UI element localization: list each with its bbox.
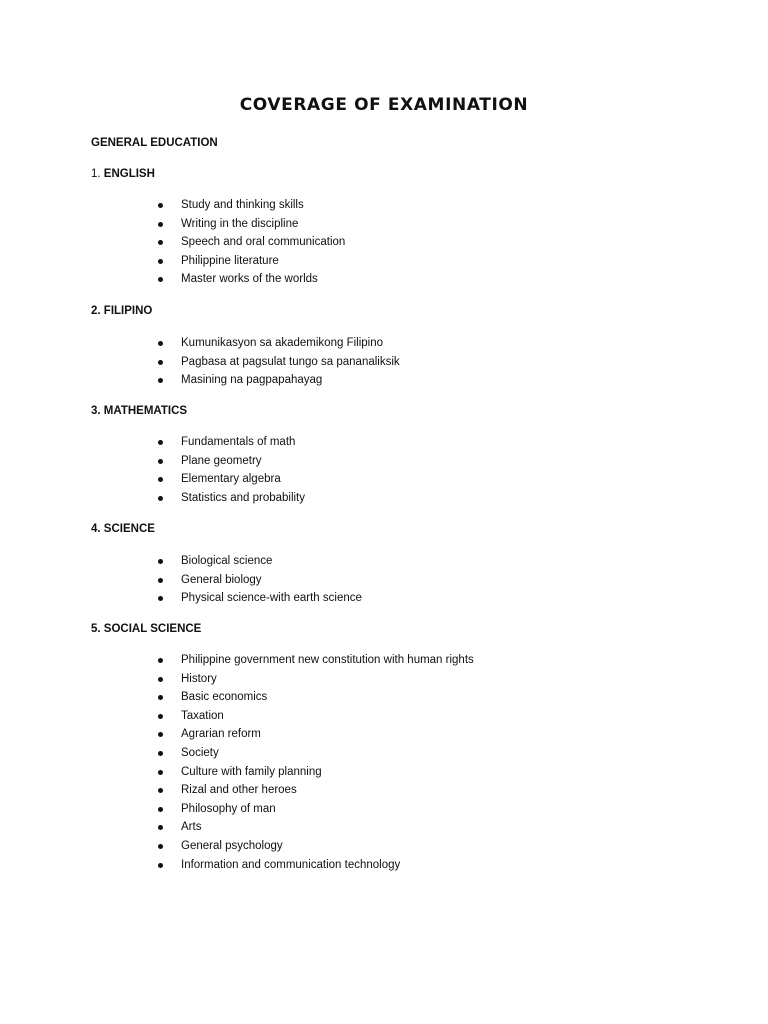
section-number: 5.	[91, 623, 101, 635]
bullet-icon	[158, 658, 163, 663]
bullet-icon	[158, 770, 163, 775]
bullet-icon	[158, 596, 163, 601]
bullet-icon	[158, 559, 163, 564]
page-title: COVERAGE OF EXAMINATION	[239, 95, 529, 115]
bullet-icon	[158, 477, 163, 482]
section-heading-filipino	[91, 305, 152, 317]
document-page: COVERAGE OF EXAMINATION GENERAL EDUCATION 1. ENGLISH Study and thinking skills Writing in the discipline Speech and oral communication Philippine literature Master works of the worlds 2. FILIPINO Kumunikasyon sa akademikong Filipino Pagbasa at pagsulat tungo sa pananaliksik Masining na pagpapahayag 3. MATHEMATICS Fundamentals of math Plane geometry Elementary algebra Statistics and probability 4. SCIENCE Biological science General biology Physical science-with earth science 5. SOCIAL SCIENCE Philippine government new constitution with human rights History Basic economics Taxation Agrarian reform Society Culture with family planning Rizal and other heroes Philosophy of man Arts General psychology Information and communication technology	[0, 0, 768, 1024]
section-name: MATHEMATICS	[103, 405, 188, 417]
bullet-icon	[158, 222, 163, 227]
bullet-icon	[158, 788, 163, 793]
section-heading-science	[91, 523, 155, 535]
section-heading-mathematics	[91, 405, 187, 417]
bullet-icon	[158, 714, 163, 719]
bullet-icon	[158, 259, 163, 264]
section-number: 1.	[91, 168, 101, 180]
section-number: 3.	[91, 405, 101, 417]
bullet-icon	[158, 807, 163, 812]
section-name: SCIENCE	[103, 523, 155, 535]
bullet-icon	[158, 496, 163, 501]
section-name: SOCIAL SCIENCE	[103, 623, 202, 635]
section-name: ENGLISH	[103, 168, 155, 180]
bullet-icon	[158, 695, 163, 700]
section-number: 2.	[91, 305, 101, 317]
bullet-icon	[158, 203, 163, 208]
bullet-icon	[158, 341, 163, 346]
bullet-icon	[158, 844, 163, 849]
section-number: 4.	[91, 523, 101, 535]
bullet-icon	[158, 360, 163, 365]
bullet-icon	[158, 825, 163, 830]
bullet-icon	[158, 277, 163, 282]
bullet-icon	[158, 751, 163, 756]
section-name: FILIPINO	[103, 305, 153, 317]
bullet-icon	[158, 863, 163, 868]
bullet-icon	[158, 378, 163, 383]
bullet-icon	[158, 578, 163, 583]
bullet-icon	[158, 440, 163, 445]
bullet-icon	[158, 240, 163, 245]
bullet-icon	[158, 459, 163, 464]
section-heading-english	[91, 168, 155, 180]
bullet-icon	[158, 677, 163, 682]
section-heading-social-science	[91, 623, 201, 635]
general-education-heading: GENERAL EDUCATION	[91, 137, 218, 149]
bullet-icon	[158, 732, 163, 737]
